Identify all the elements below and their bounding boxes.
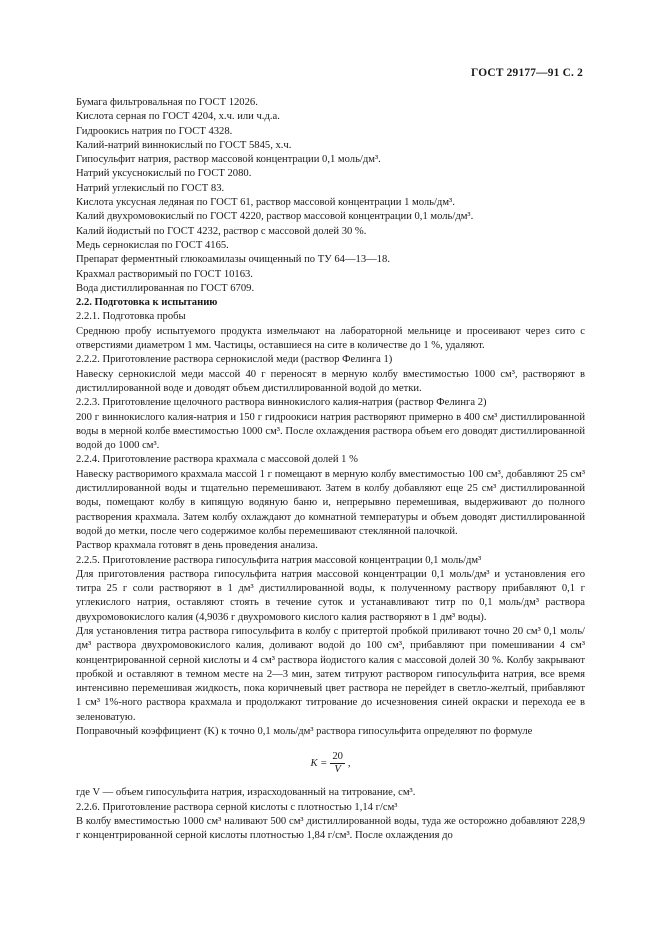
list-item: Калий йодистый по ГОСТ 4232, раствор с массовой долей 30 %. [76,225,367,237]
list-item: Препарат ферментный глюкоамилазы очищенный по ТУ 64—13—18. [76,254,390,266]
formula-tail: , [347,757,351,769]
formula-denominator: V [334,764,341,776]
paragraph: Раствор крахмала готовят в день проведения анализа. [76,540,318,552]
list-item: Кислота уксусная ледяная по ГОСТ 61, раствор массовой концентрации 1 моль/дм³. [76,197,455,209]
paragraph: Для установления титра раствора гипосульфита в колбу с притертой пробкой приливают точно 20 см³ 0,1 моль/дм³ раствора двухромовокислого калия, доливают водой до 100 см³, прибавляют при помешивании 4 см³ концентрированной серной кислоты и 4 см³ раствора йодистого калия с массовой долей 30 %. Колбу закрывают пробкой и оставляют в темном месте на 2—3 мин, затем титруют раствором гипосульфита натрия, все время интенсивно перемешивая жидкость, пока коричневый цвет раствора не перейдет в светло-желтый, прибавляют 1 см³ 1%-ного раствора крахмала и продолжают титрование до исчезновения синей окраски и перехода ее в зеленоватую. [76,625,585,723]
paragraph: где V — объем гипосульфита натрия, израсходованный на титрование, см³. [76,787,416,799]
list-item: Калий двухромовокислый по ГОСТ 4220, раствор массовой концентрации 0,1 моль/дм³. [76,211,474,223]
list-item: Крахмал растворимый по ГОСТ 10163. [76,268,253,280]
list-item: Бумага фильтровальная по ГОСТ 12026. [76,97,258,108]
paragraph: Поправочный коэффициент (K) к точно 0,1 моль/дм³ раствора гипосульфита определяют по формуле [76,726,533,738]
paragraph: Для приготовления раствора гипосульфита натрия массовой концентрации 0,1 моль/дм³ и установления его титра 25 г соли растворяют в 1 дм³ дистиллированной воды, к полученному раствору прибавляют 0,1 г углекислого натрия, оставляют стоять в течение суток и устанавливают титр по 0,1 моль/дм³ раствора двухромовокислого калия (4,9036 г двухромового кислого калия растворяют в 1 дм³ воды). [76,568,585,623]
list-item: Натрий уксуснокислый по ГОСТ 2080. [76,168,252,180]
subsection-title: 2.2.3. Приготовление щелочного раствора виннокислого калия-натрия (раствор Фелинга 2) [76,397,487,409]
formula-lhs: K = [310,757,328,769]
reagents-list [76,96,585,296]
document-body [76,96,585,844]
formula [76,751,585,776]
subsection-title: 2.2.2. Приготовление раствора сернокислой меди (раствор Фелинга 1) [76,354,393,366]
subsection-title: 2.2.1. Подготовка пробы [76,311,186,323]
paragraph: 200 г виннокислого калия-натрия и 150 г гидроокиси натрия растворяют примерно в 400 см³ дистиллированной воды в мерной колбе вместимостью 1000 см³. После охлаждения раствора объем его доводят дистиллированной водой до 1000 см³. [76,411,585,452]
paragraph: В колбу вместимостью 1000 см³ наливают 500 см³ дистиллированной воды, туда же осторожно добавляют 228,9 г концентрированной серной кислоты плотностью 1,84 г/см³. После охлаждения до [76,815,585,842]
list-item: Кислота серная по ГОСТ 4204, х.ч. или ч.д.а. [76,111,280,123]
list-item: Гипосульфит натрия, раствор массовой концентрации 0,1 моль/дм³. [76,154,381,166]
subsection-title: 2.2.6. Приготовление раствора серной кислоты с плотностью 1,14 г/см³ [76,801,398,813]
list-item: Калий-натрий виннокислый по ГОСТ 5845, х.ч. [76,139,292,151]
paragraph: Среднюю пробу испытуемого продукта измельчают на лабораторной мельнице и просеивают через сито с отверстиями диаметром 1 мм. Частицы, оставшиеся на сите в количестве до 1 %, удаляют. [76,325,585,352]
subsection-title: 2.2.4. Приготовление раствора крахмала с массовой долей 1 % [76,454,358,466]
paragraph: Навеску сернокислой меди массой 40 г переносят в мерную колбу вместимостью 1000 см³, растворяют в дистиллированной воде и доводят объем дистиллированной водой до метки. [76,368,585,394]
paragraph: Навеску растворимого крахмала массой 1 г помещают в мерную колбу вместимостью 100 см³, добавляют 25 см³ дистиллированной воды и тщательно перемешивают. Затем в колбу добавляют еще 25 см³ дистиллированной воды, помещают колбу в кипящую водяную баню и, непрерывно перемешивая, выдерживают до полного растворения крахмала. Затем колбу охлаждают до комнатной температуры и объем доводят дистиллированной водой до метки, после чего содержимое колбы перемешивают стеклянной палочкой. [76,468,585,537]
list-item: Гидроокись натрия по ГОСТ 4328. [76,125,233,137]
page-header: ГОСТ 29177—91 С. 2 [471,67,583,79]
formula-numerator: 20 [332,751,343,763]
list-item: Натрий углекислый по ГОСТ 83. [76,182,225,194]
list-item: Вода дистиллированная по ГОСТ 6709. [76,282,255,294]
section-heading: 2.2. Подготовка к испытанию [76,297,218,309]
formula-fraction [330,751,345,776]
list-item: Медь сернокислая по ГОСТ 4165. [76,239,229,251]
subsection-title: 2.2.5. Приготовление раствора гипосульфита натрия массовой концентрации 0,1 моль/дм³ [76,554,482,566]
